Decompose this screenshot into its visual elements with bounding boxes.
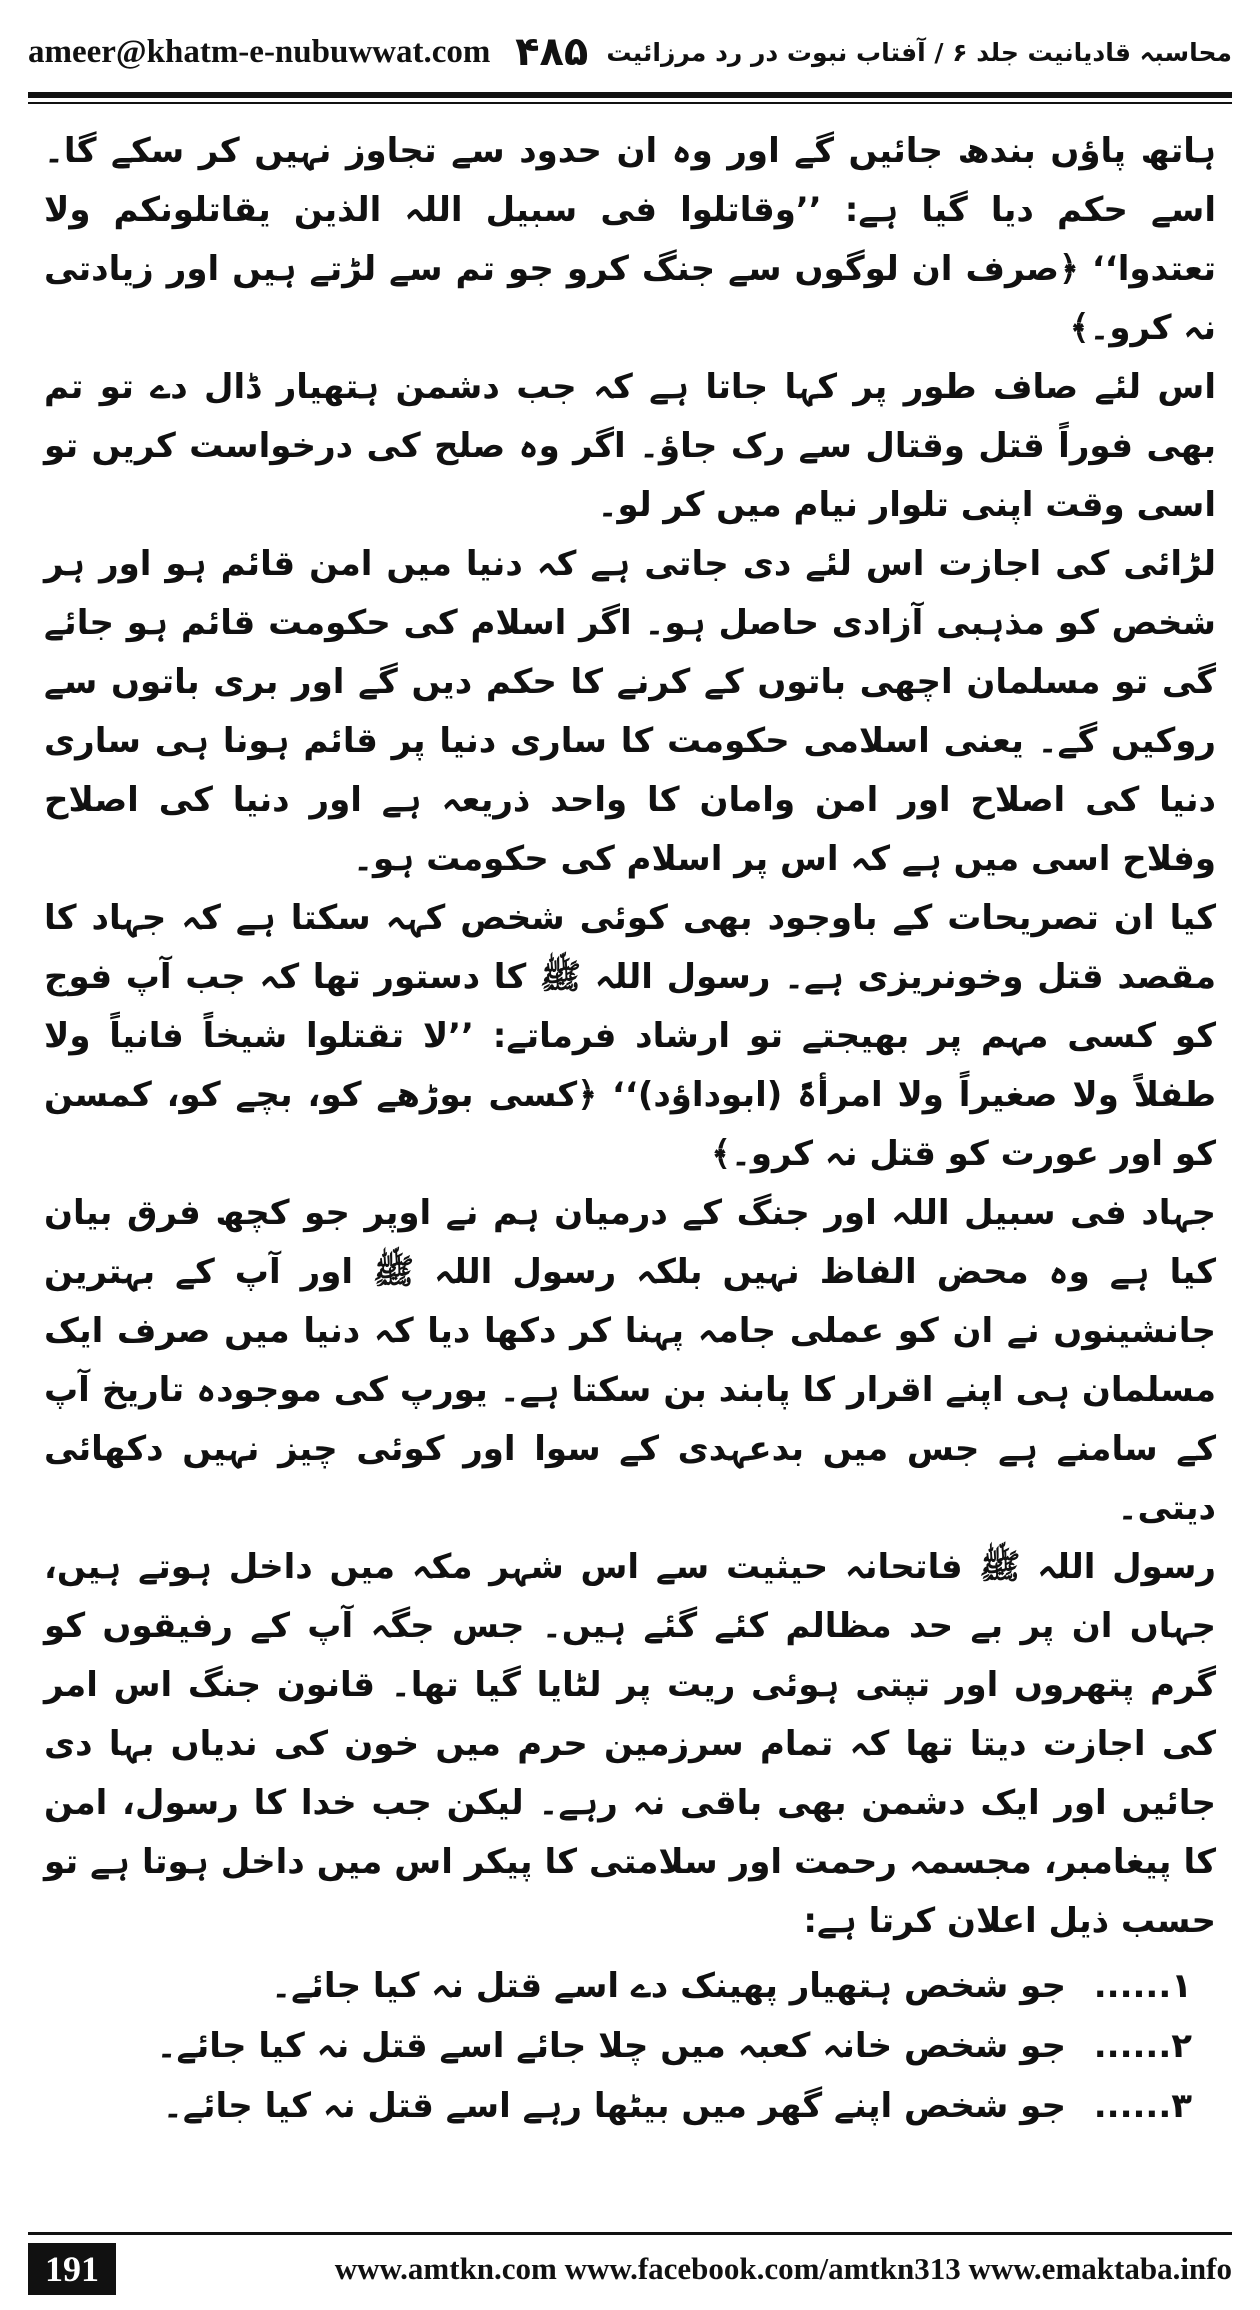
header-page-number: ۴۸۵ xyxy=(515,29,589,75)
list-text: جو شخص خانہ کعبہ میں چلا جائے اسے قتل نہ کیا جائے۔ xyxy=(156,2026,1066,2066)
footer-page-number: 191 xyxy=(28,2243,116,2295)
list-number: ۱...... xyxy=(1093,1966,1192,2006)
list-text: جو شخص اپنے گھر میں بیٹھا رہے اسے قتل نہ کیا جائے۔ xyxy=(162,2086,1066,2126)
page-body xyxy=(44,122,1216,2137)
list-number: ۳...... xyxy=(1093,2086,1192,2126)
header-rule-thin xyxy=(28,102,1232,104)
declaration-list xyxy=(44,1957,1216,2137)
list-item xyxy=(44,1957,1216,2017)
header-rule-thick xyxy=(28,92,1232,98)
page-header xyxy=(28,22,1232,82)
page-footer xyxy=(28,2240,1232,2298)
footer-rule xyxy=(28,2232,1232,2235)
footer-links[interactable]: www.amtkn.com www.facebook.com/amtkn313 www.emaktaba.info xyxy=(334,2251,1232,2286)
book-title: محاسبہ قادیانیت جلد ۶ / آفتاب نبوت در رد مرزائیت xyxy=(606,37,1232,67)
paragraph-2: اس لئے صاف طور پر کہا جاتا ہے کہ جب دشمن ہتھیار ڈال دے تو تم بھی فوراً قتل وقتال سے رک جاؤ۔ اگر وہ صلح کی درخواست کریں تو اسی وقت اپنی تلوار نیام میں کر لو۔ xyxy=(44,367,1216,525)
paragraph-6: رسول اللہ ﷺ فاتحانہ حیثیت سے اس شہر مکہ میں داخل ہوتے ہیں، جہاں ان پر بے حد مظالم کئے گئے ہیں۔ جس جگہ آپ کے رفیقوں کو گرم پتھروں اور تپتی ہوئی ریت پر لٹایا گیا تھا۔ قانون جنگ اس امر کی اجازت دیتا تھا کہ تمام سرزمین حرم میں خون کی ندیاں بہا دی جائیں اور ایک دشمن بھی باقی نہ رہے۔ لیکن جب خدا کا رسول، امن کا پیغامبر، مجسمہ رحمت اور سلامتی کا پیکر اس میں داخل ہوتا ہے تو حسب ذیل اعلان کرتا ہے: xyxy=(44,1547,1216,1941)
list-number: ۲...... xyxy=(1093,2026,1192,2066)
list-item xyxy=(44,2077,1216,2137)
paragraph-5: جہاد فی سبیل اللہ اور جنگ کے درمیان ہم نے اوپر جو کچھ فرق بیان کیا ہے وہ محض الفاظ نہیں بلکہ رسول اللہ ﷺ اور آپ کے بہترین جانشینوں نے ان کو عملی جامہ پہنا کر دکھا دیا کہ دنیا میں صرف ایک مسلمان ہی اپنے اقرار کا پابند بن سکتا ہے۔ یورپ کی موجودہ تاریخ آپ کے سامنے ہے جس میں بدعہدی کے سوا اور کوئی چیز نہیں دکھائی دیتی۔ xyxy=(44,1193,1216,1528)
paragraph-1: ہاتھ پاؤں بندھ جائیں گے اور وہ ان حدود سے تجاوز نہیں کر سکے گا۔ اسے حکم دیا گیا ہے: ’’وقاتلوا فی سبیل اللہ الذین یقاتلونکم ولا تعتدوا‘‘ ﴿صرف ان لوگوں سے جنگ کرو جو تم سے لڑتے ہیں اور زیادتی نہ کرو۔﴾ xyxy=(44,131,1216,348)
header-email[interactable]: ameer@khatm-e-nubuwwat.com xyxy=(28,33,491,70)
paragraph-4: کیا ان تصریحات کے باوجود بھی کوئی شخص کہہ سکتا ہے کہ جہاد کا مقصد قتل وخونریزی ہے۔ رسول اللہ ﷺ کا دستور تھا کہ جب آپ فوج کو کسی مہم پر بھیجتے تو ارشاد فرماتے: ’’لا تقتلوا شیخاً فانیاً ولا طفلاً ولا صغیراً ولا امرأۃً (ابوداؤد)‘‘ ﴿کسی بوڑھے کو، بچے کو، کمسن کو اور عورت کو قتل نہ کرو۔﴾ xyxy=(44,898,1216,1174)
header-title-group xyxy=(515,29,1232,75)
paragraph-3: لڑائی کی اجازت اس لئے دی جاتی ہے کہ دنیا میں امن قائم ہو اور ہر شخص کو مذہبی آزادی حاصل ہو۔ اگر اسلام کی حکومت قائم ہو جائے گی تو مسلمان اچھی باتوں کے کرنے کا حکم دیں گے اور بری باتوں سے روکیں گے۔ یعنی اسلامی حکومت کا ساری دنیا پر قائم ہونا ہی ساری دنیا کی اصلاح اور امن وامان کا واحد ذریعہ ہے اور دنیا کی اصلاح وفلاح اسی میں ہے کہ اس پر اسلام کی حکومت ہو۔ xyxy=(44,544,1216,879)
list-text: جو شخص ہتھیار پھینک دے اسے قتل نہ کیا جائے۔ xyxy=(271,1966,1066,2006)
list-item xyxy=(44,2017,1216,2077)
